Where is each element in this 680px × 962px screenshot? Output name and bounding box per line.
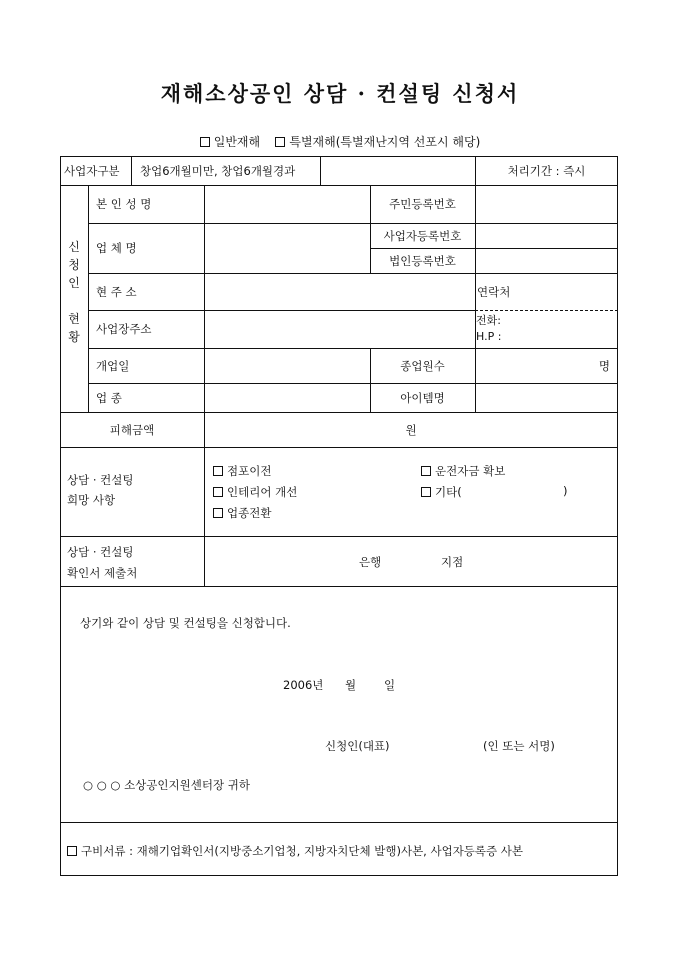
- employees-unit[interactable]: 명: [598, 358, 610, 373]
- business-change-checkbox[interactable]: [213, 508, 223, 518]
- resident-number-label: 주민등록번호: [389, 197, 456, 211]
- current-address-label: 현 주 소: [96, 284, 137, 299]
- applicant-representative: 신청인(대표): [325, 739, 390, 753]
- required-documents-checkbox[interactable]: [67, 846, 77, 856]
- consulting-wishes-label-1: 상담 · 컨설팅: [67, 473, 134, 487]
- current-address-field[interactable]: [204, 273, 475, 310]
- damage-amount-unit[interactable]: 원: [405, 422, 417, 437]
- opening-date-label: 개업일: [96, 358, 130, 373]
- branch-label[interactable]: 지점: [441, 555, 464, 569]
- corporate-reg-field[interactable]: [475, 248, 618, 273]
- store-relocation-checkbox[interactable]: [213, 466, 223, 476]
- date-day[interactable]: 일: [384, 678, 396, 692]
- date-year[interactable]: 2006년: [283, 678, 324, 692]
- employees-label: 종업원수: [400, 358, 445, 373]
- option-operating-funds[interactable]: 운전자금 확보: [421, 463, 505, 479]
- option-business-change[interactable]: 업종전환: [213, 505, 271, 521]
- option-other-close: ): [563, 484, 568, 498]
- business-category-label: 사업자구분: [64, 163, 120, 178]
- special-disaster-checkbox[interactable]: [275, 137, 285, 147]
- phone-label: 전화:: [476, 314, 501, 327]
- bank-label[interactable]: 은행: [359, 555, 382, 569]
- certificate-label-1: 상담 · 컨설팅: [67, 545, 134, 559]
- option-interior-improvement[interactable]: 인테리어 개선: [213, 484, 297, 500]
- industry-label: 업 종: [96, 390, 122, 405]
- option-store-relocation[interactable]: 점포이전: [213, 463, 271, 479]
- corporate-reg-label: 법인등록번호: [389, 253, 456, 268]
- disaster-type-row: [0, 133, 680, 150]
- general-disaster-label: 일반재해: [213, 135, 261, 149]
- business-reg-label: 사업자등록번호: [383, 228, 462, 243]
- business-address-field[interactable]: [204, 310, 475, 348]
- seal-or-signature[interactable]: (인 또는 서명): [483, 739, 555, 753]
- company-name-label: 업 체 명: [96, 241, 137, 255]
- damage-amount-label: 피해금액: [109, 422, 155, 437]
- name-field[interactable]: [204, 185, 370, 223]
- contact-label: 연락처: [477, 284, 511, 299]
- business-address-label: 사업장주소: [96, 322, 152, 336]
- industry-field[interactable]: [204, 383, 370, 412]
- resident-number-field[interactable]: [475, 185, 618, 223]
- recipient: ○ ○ ○ 소상공인지원센터장 귀하: [83, 778, 250, 792]
- business-reg-field[interactable]: [475, 223, 618, 248]
- general-disaster-checkbox[interactable]: [200, 137, 210, 147]
- special-disaster-label: 특별재해(특별재난지역 선포시 해당): [289, 135, 481, 149]
- date-month[interactable]: 월: [345, 678, 357, 692]
- company-name-field[interactable]: [204, 223, 370, 273]
- application-statement: 상기와 같이 상담 및 컨설팅을 신청합니다.: [80, 616, 291, 630]
- option-other[interactable]: 기타(: [421, 484, 462, 500]
- item-name-field[interactable]: [475, 383, 618, 412]
- certificate-label-2: 확인서 제출처: [67, 566, 138, 580]
- item-name-label: 아이템명: [400, 390, 445, 405]
- applicant-status-label: 신 청 인 현 황: [68, 240, 80, 344]
- other-checkbox[interactable]: [421, 487, 431, 497]
- page-title: 재해소상공인 상담 · 컨설팅 신청서: [160, 81, 520, 106]
- interior-improvement-checkbox[interactable]: [213, 487, 223, 497]
- business-category-value[interactable]: 창업6개월미만, 창업6개월경과: [140, 163, 296, 178]
- operating-funds-checkbox[interactable]: [421, 466, 431, 476]
- opening-date-field[interactable]: [204, 348, 370, 383]
- required-documents: 구비서류 : 재해기업확인서(지방중소기업청, 지방자치단체 발행)사본, 사업자등록증 사본: [67, 843, 523, 859]
- processing-period: 처리기간 : 즉시: [507, 163, 586, 178]
- mobile-label: H.P :: [476, 330, 502, 343]
- name-label: 본 인 성 명: [96, 197, 152, 211]
- consulting-wishes-label-2: 희망 사항: [67, 493, 116, 507]
